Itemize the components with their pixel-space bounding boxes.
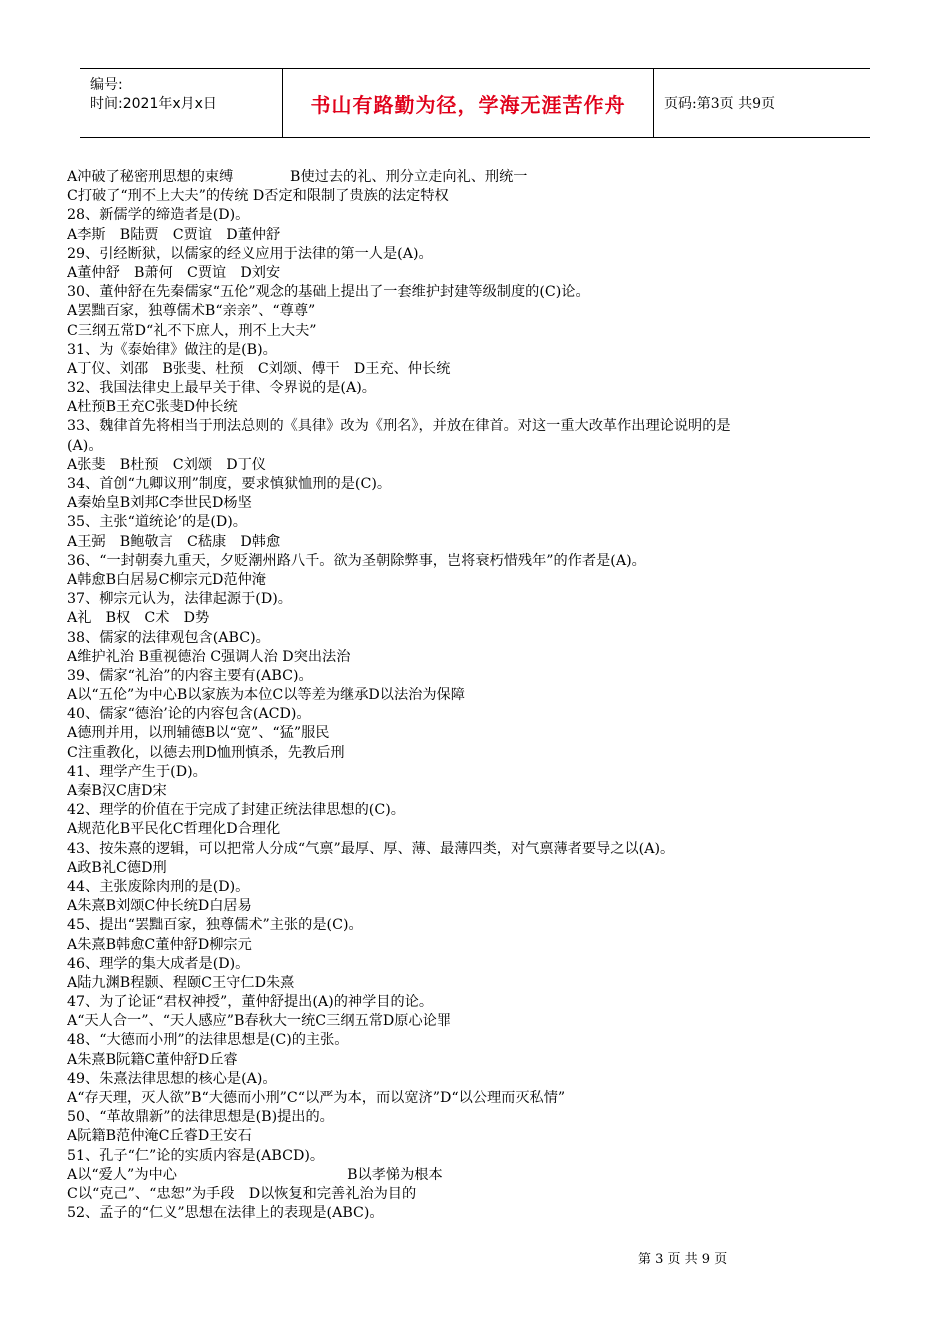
text-line: C以“克己”、“忠恕”为手段 D以恢复和完善礼治为目的 [67, 1185, 417, 1202]
text-line: A以“爱人”为中心 B以孝悌为根本 [67, 1166, 443, 1183]
text-line: A“存天理，灭人欲”B“大德而小刑”C“以严为本，而以宽济”D“以公理而灭私情” [67, 1090, 566, 1106]
text-line: 50、“革故鼎新”的法律思想是(B)提出的。 [67, 1109, 334, 1126]
text-line: 35、主张“道统论’的是(D)。 [67, 514, 247, 531]
text-line: 34、首创“九卿议刑”制度，要求慎狱恤刑的是(C)。 [67, 476, 392, 492]
text-line: A李斯 B陆贾 C贾谊 D董仲舒 [67, 226, 281, 243]
text-line: 31、为《泰始律》做注的是(B)。 [67, 341, 277, 358]
text-line: A德刑并用，以刑辅德B以“宽”、“猛”服民 [67, 725, 330, 742]
text-line: C三纲五常D“礼不下庶人，刑不上大夫” [67, 322, 317, 339]
text-line: A陆九渊B程颢、程颐C王守仁D朱熹 [67, 974, 295, 991]
text-line: 52、孟子的“仁义”思想在法律上的表现是(ABC)。 [67, 1205, 384, 1222]
text-line: A维护礼治 B重视德治 C强调人治 D突出法治 [67, 648, 351, 665]
number-label: 编号: [90, 77, 123, 93]
text-line: A朱熹B刘颂C仲长统D白居易 [67, 898, 252, 915]
text-line: A秦B汉C唐D宋 [67, 783, 167, 799]
text-line: A以“五伦”为中心B以家族为本位C以等差为继承D以法治为保障 [67, 687, 465, 704]
header-motto-cell [282, 69, 654, 137]
text-line: 43、按朱熹的逻辑，可以把常人分成“气禀”最厚、厚、薄、最薄四类，对气禀薄者要导之以(A)。 [67, 840, 675, 857]
text-line: A冲破了秘密刑思想的束缚 B使过去的礼、刑分立走向礼、刑统一 [67, 169, 528, 185]
text-line: 36、“一封朝奏九重天，夕贬潮州路八千。欲为圣朝除弊事，岂将衰朽惜残年”的作者是(A)。 [67, 552, 646, 569]
text-line: A规范化B平民化C哲理化D合理化 [67, 821, 281, 838]
text-line: 46、理学的集大成者是(D)。 [67, 955, 250, 972]
text-line: 32、我国法律史上最早关于律、令界说的是(A)。 [67, 380, 376, 397]
page-info: 页码:第3页 共9页 [664, 96, 775, 112]
text-line: 29、引经断狱，以儒家的经义应用于法律的第一人是(A)。 [67, 245, 433, 262]
text-line: A礼 B权 C术 D势 [67, 610, 210, 627]
text-line: A政B礼C德D刑 [67, 859, 167, 876]
question-list [67, 168, 887, 1223]
text-line: 44、主张废除肉刑的是(D)。 [67, 878, 250, 895]
page-footer: 第 3 页 共 9 页 [638, 1252, 728, 1267]
text-line: 37、柳宗元认为，法律起源于(D)。 [67, 591, 292, 608]
date-label: 时间:2021年x月x日 [90, 96, 217, 112]
page-header [80, 68, 870, 138]
text-line: 42、理学的价值在于完成了封建正统法律思想的(C)。 [67, 802, 405, 819]
text-line: (A)。 [67, 437, 103, 454]
text-line: 51、孔子“仁”论的实质内容是(ABCD)。 [67, 1147, 325, 1164]
text-line: 33、魏律首先将相当于刑法总则的《具律》改为《刑名》，并放在律首。对这一重大改革作出理论说明的是 [67, 418, 731, 435]
text-line: A秦始皇B刘邦C李世民D杨坚 [67, 495, 252, 512]
text-line: A韩愈B白居易C柳宗元D范仲淹 [67, 571, 266, 588]
text-line: 48、“大德而小刑”的法律思想是(C)的主张。 [67, 1032, 349, 1049]
text-line: A朱熹B阮籍C董仲舒D丘睿 [67, 1051, 238, 1068]
text-line: A董仲舒 B萧何 C贾谊 D刘安 [67, 264, 281, 281]
text-line: 49、朱熹法律思想的核心是(A)。 [67, 1070, 277, 1087]
text-line: A朱熹B韩愈C董仲舒D柳宗元 [67, 936, 252, 953]
text-line: A“天人合一”、“天人感应”B春秋大一统C三纲五常D原心论罪 [67, 1013, 452, 1030]
text-line: C注重教化，以德去刑D恤刑慎杀，先教后刑 [67, 744, 345, 761]
text-line: A王弼 B鲍敬言 C嵇康 D韩愈 [67, 533, 281, 550]
text-line: 38、儒家的法律观包含(ABC)。 [67, 629, 270, 646]
text-line: A丁仪、刘邵 B张斐、杜预 C刘颂、傅干 D王充、仲长统 [67, 360, 451, 377]
text-line: 30、董仲舒在先秦儒家“五伦”观念的基础上提出了一套维护封建等级制度的(C)论。 [67, 284, 590, 301]
text-line: 40、儒家“德治’论的内容包含(ACD)。 [67, 706, 311, 723]
text-line: C打破了“刑不上大夫”的传统 D否定和限制了贵族的法定特权 [67, 188, 449, 205]
text-line: A张斐 B杜预 C刘颂 D丁仪 [67, 456, 266, 473]
text-line: A阮籍B范仲淹C丘睿D王安石 [67, 1128, 252, 1145]
header-left-cell [80, 69, 282, 137]
motto-text: 书山有路勤为径，学海无涯苦作舟 [310, 92, 626, 117]
text-line: 39、儒家“礼治”的内容主要有(ABC)。 [67, 667, 313, 684]
header-page-cell [654, 69, 870, 137]
text-line: 47、为了论证“君权神授”，董仲舒提出(A)的神学目的论。 [67, 994, 434, 1011]
text-line: A杜预B王充C张斐D仲长统 [67, 399, 238, 416]
text-line: A罢黜百家，独尊儒术B“亲亲”、“尊尊” [67, 303, 316, 320]
text-line: 41、理学产生于(D)。 [67, 763, 207, 780]
text-line: 28、新儒学的缔造者是(D)。 [67, 207, 250, 224]
text-line: 45、提出“罢黜百家，独尊儒术”主张的是(C)。 [67, 917, 363, 934]
